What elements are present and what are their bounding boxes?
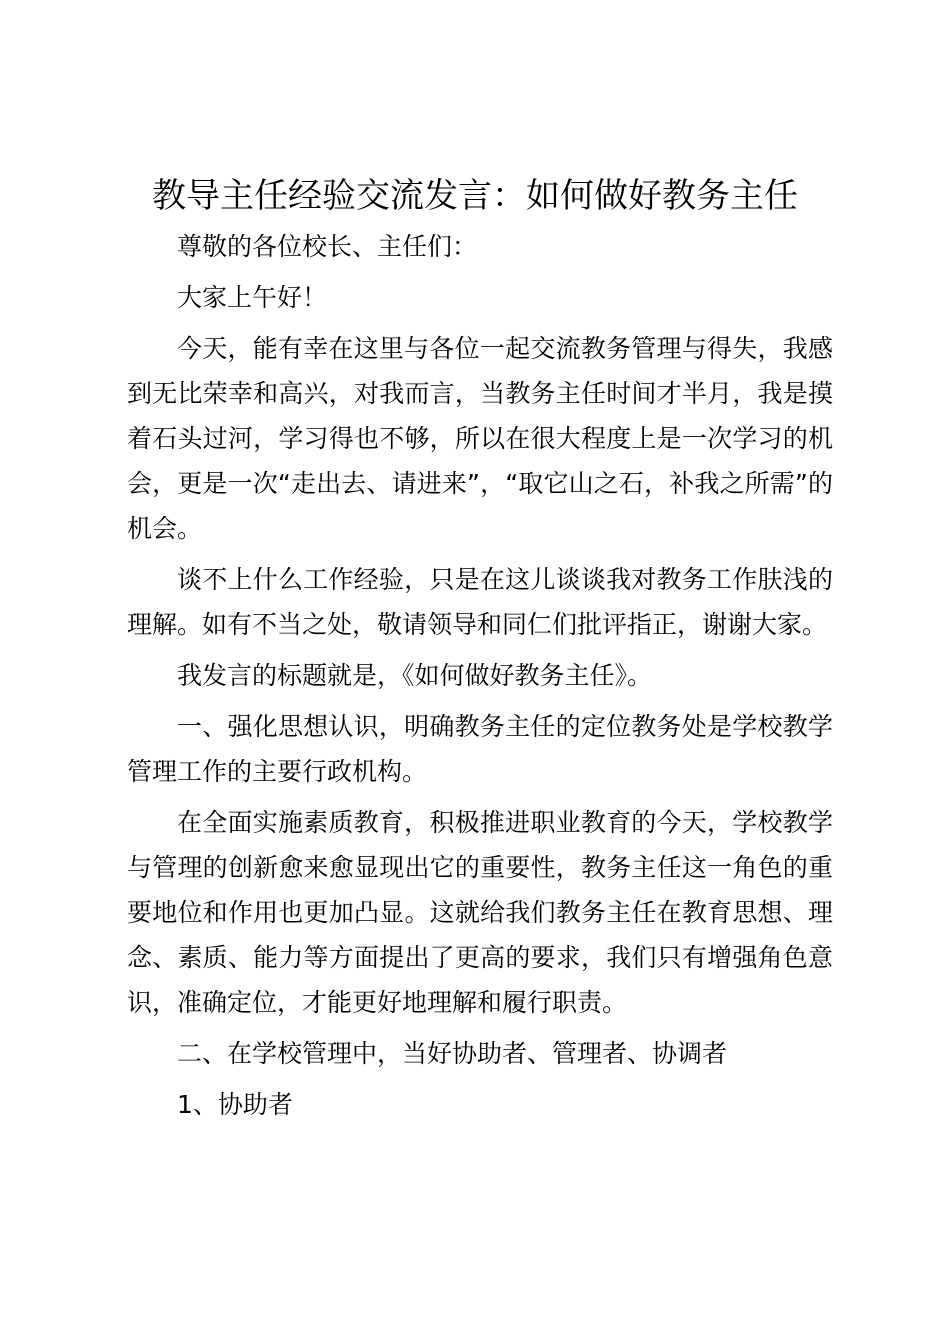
- paragraph-section-one-body: 在全面实施素质教育，积极推进职业教育的今天，学校教学与管理的创新愈来愈显现出它的重要性，教务主任这一角色的重要地位和作用也更加凸显。这就给我们教务主任在教育思想、理念、素质、能力等方面提出了更高的要求，我们只有增强角色意识，准确定位，才能更好地理解和履行职责。: [127, 808, 833, 1017]
- paragraph-subsection-one: 1、协助者: [177, 1090, 293, 1119]
- paragraph-intro: 今天，能有幸在这里与各位一起交流教务管理与得失，我感到无比荣幸和高兴，对我而言，当教务主任时间才半月，我是摸着石头过河，学习得也不够，所以在很大程度上是一次学习的机会，更是一次“走出去、请进来”，“取它山之石，补我之所需”的机会。: [127, 334, 833, 543]
- paragraph-topic: 我发言的标题就是，《如何做好教务主任》。: [177, 661, 653, 690]
- paragraph-salutation: 尊敬的各位校长、主任们：: [177, 232, 478, 261]
- document-body: [127, 224, 833, 1133]
- paragraph-modesty: 谈不上什么工作经验，只是在这儿谈谈我对教务工作肤浅的理解。如有不当之处，敬请领导和同仁们批评指正，谢谢大家。: [127, 565, 833, 639]
- document-title: 教导主任经验交流发言：如何做好教务主任: [152, 176, 798, 216]
- paragraph-section-two-heading: 二、在学校管理中，当好协助者、管理者、协调者: [177, 1039, 728, 1068]
- paragraph-section-one-heading: 一、强化思想认识，明确教务主任的定位教务处是学校教学管理工作的主要行政机构。: [127, 712, 833, 786]
- paragraph-greeting: 大家上午好！: [177, 283, 328, 312]
